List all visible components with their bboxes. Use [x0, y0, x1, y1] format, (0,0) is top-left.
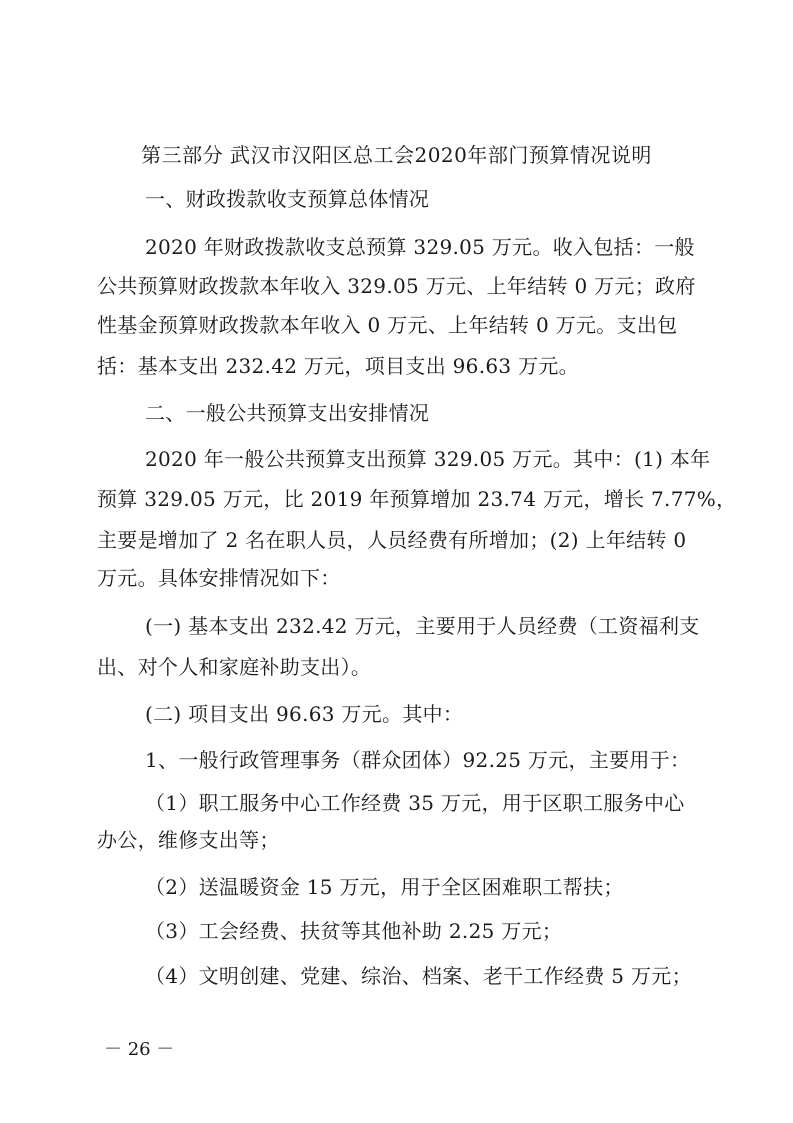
list-item: （1）职工服务中心工作经费 35 万元，用于区职工服务中心	[145, 791, 685, 815]
paragraph-line: 2020 年财政拨款收支总预算 329.05 万元。收入包括：一般	[145, 235, 695, 259]
paragraph-line: (一) 基本支出 232.42 万元，主要用于人员经费（工资福利支	[145, 614, 700, 638]
paragraph-line: 主要是增加了 2 名在职人员，人员经费有所增加；(2) 上年结转 0	[97, 528, 687, 552]
list-item-continuation: 办公，维修支出等；	[97, 828, 280, 852]
paragraph-line: 预算 329.05 万元，比 2019 年预算增加 23.74 万元，增长 7.77%，	[97, 487, 737, 511]
paragraph-line: 公共预算财政拨款本年收入 329.05 万元、上年结转 0 万元；政府	[97, 274, 696, 298]
section-heading-2: 二、一般公共预算支出安排情况	[145, 401, 430, 425]
paragraph-line: 1、一般行政管理事务（群众团体）92.25 万元，主要用于：	[145, 748, 691, 772]
paragraph-line: 万元。具体安排情况如下：	[97, 566, 341, 590]
section-heading-1: 一、财政拨款收支预算总体情况	[145, 187, 430, 211]
document-title: 第三部分 武汉市汉阳区总工会2020年部门预算情况说明	[141, 143, 652, 167]
list-item: （2）送温暖资金 15 万元，用于全区困难职工帮扶；	[145, 875, 624, 899]
list-item: （4）文明创建、党建、综治、档案、老干工作经费 5 万元；	[145, 964, 692, 988]
page-number: － 26 －	[104, 1039, 175, 1060]
paragraph-line: (二) 项目支出 96.63 万元。其中：	[145, 702, 464, 726]
paragraph-line: 性基金预算财政拨款本年收入 0 万元、上年结转 0 万元。支出包	[97, 313, 678, 337]
list-item: （3）工会经费、扶贫等其他补助 2.25 万元；	[145, 919, 563, 943]
paragraph-line: 2020 年一般公共预算支出预算 329.05 万元。其中：(1) 本年	[145, 447, 711, 471]
paragraph-line: 括：基本支出 232.42 万元，项目支出 96.63 万元。	[97, 354, 579, 378]
paragraph-line: 出、对个人和家庭补助支出）。	[97, 655, 372, 679]
